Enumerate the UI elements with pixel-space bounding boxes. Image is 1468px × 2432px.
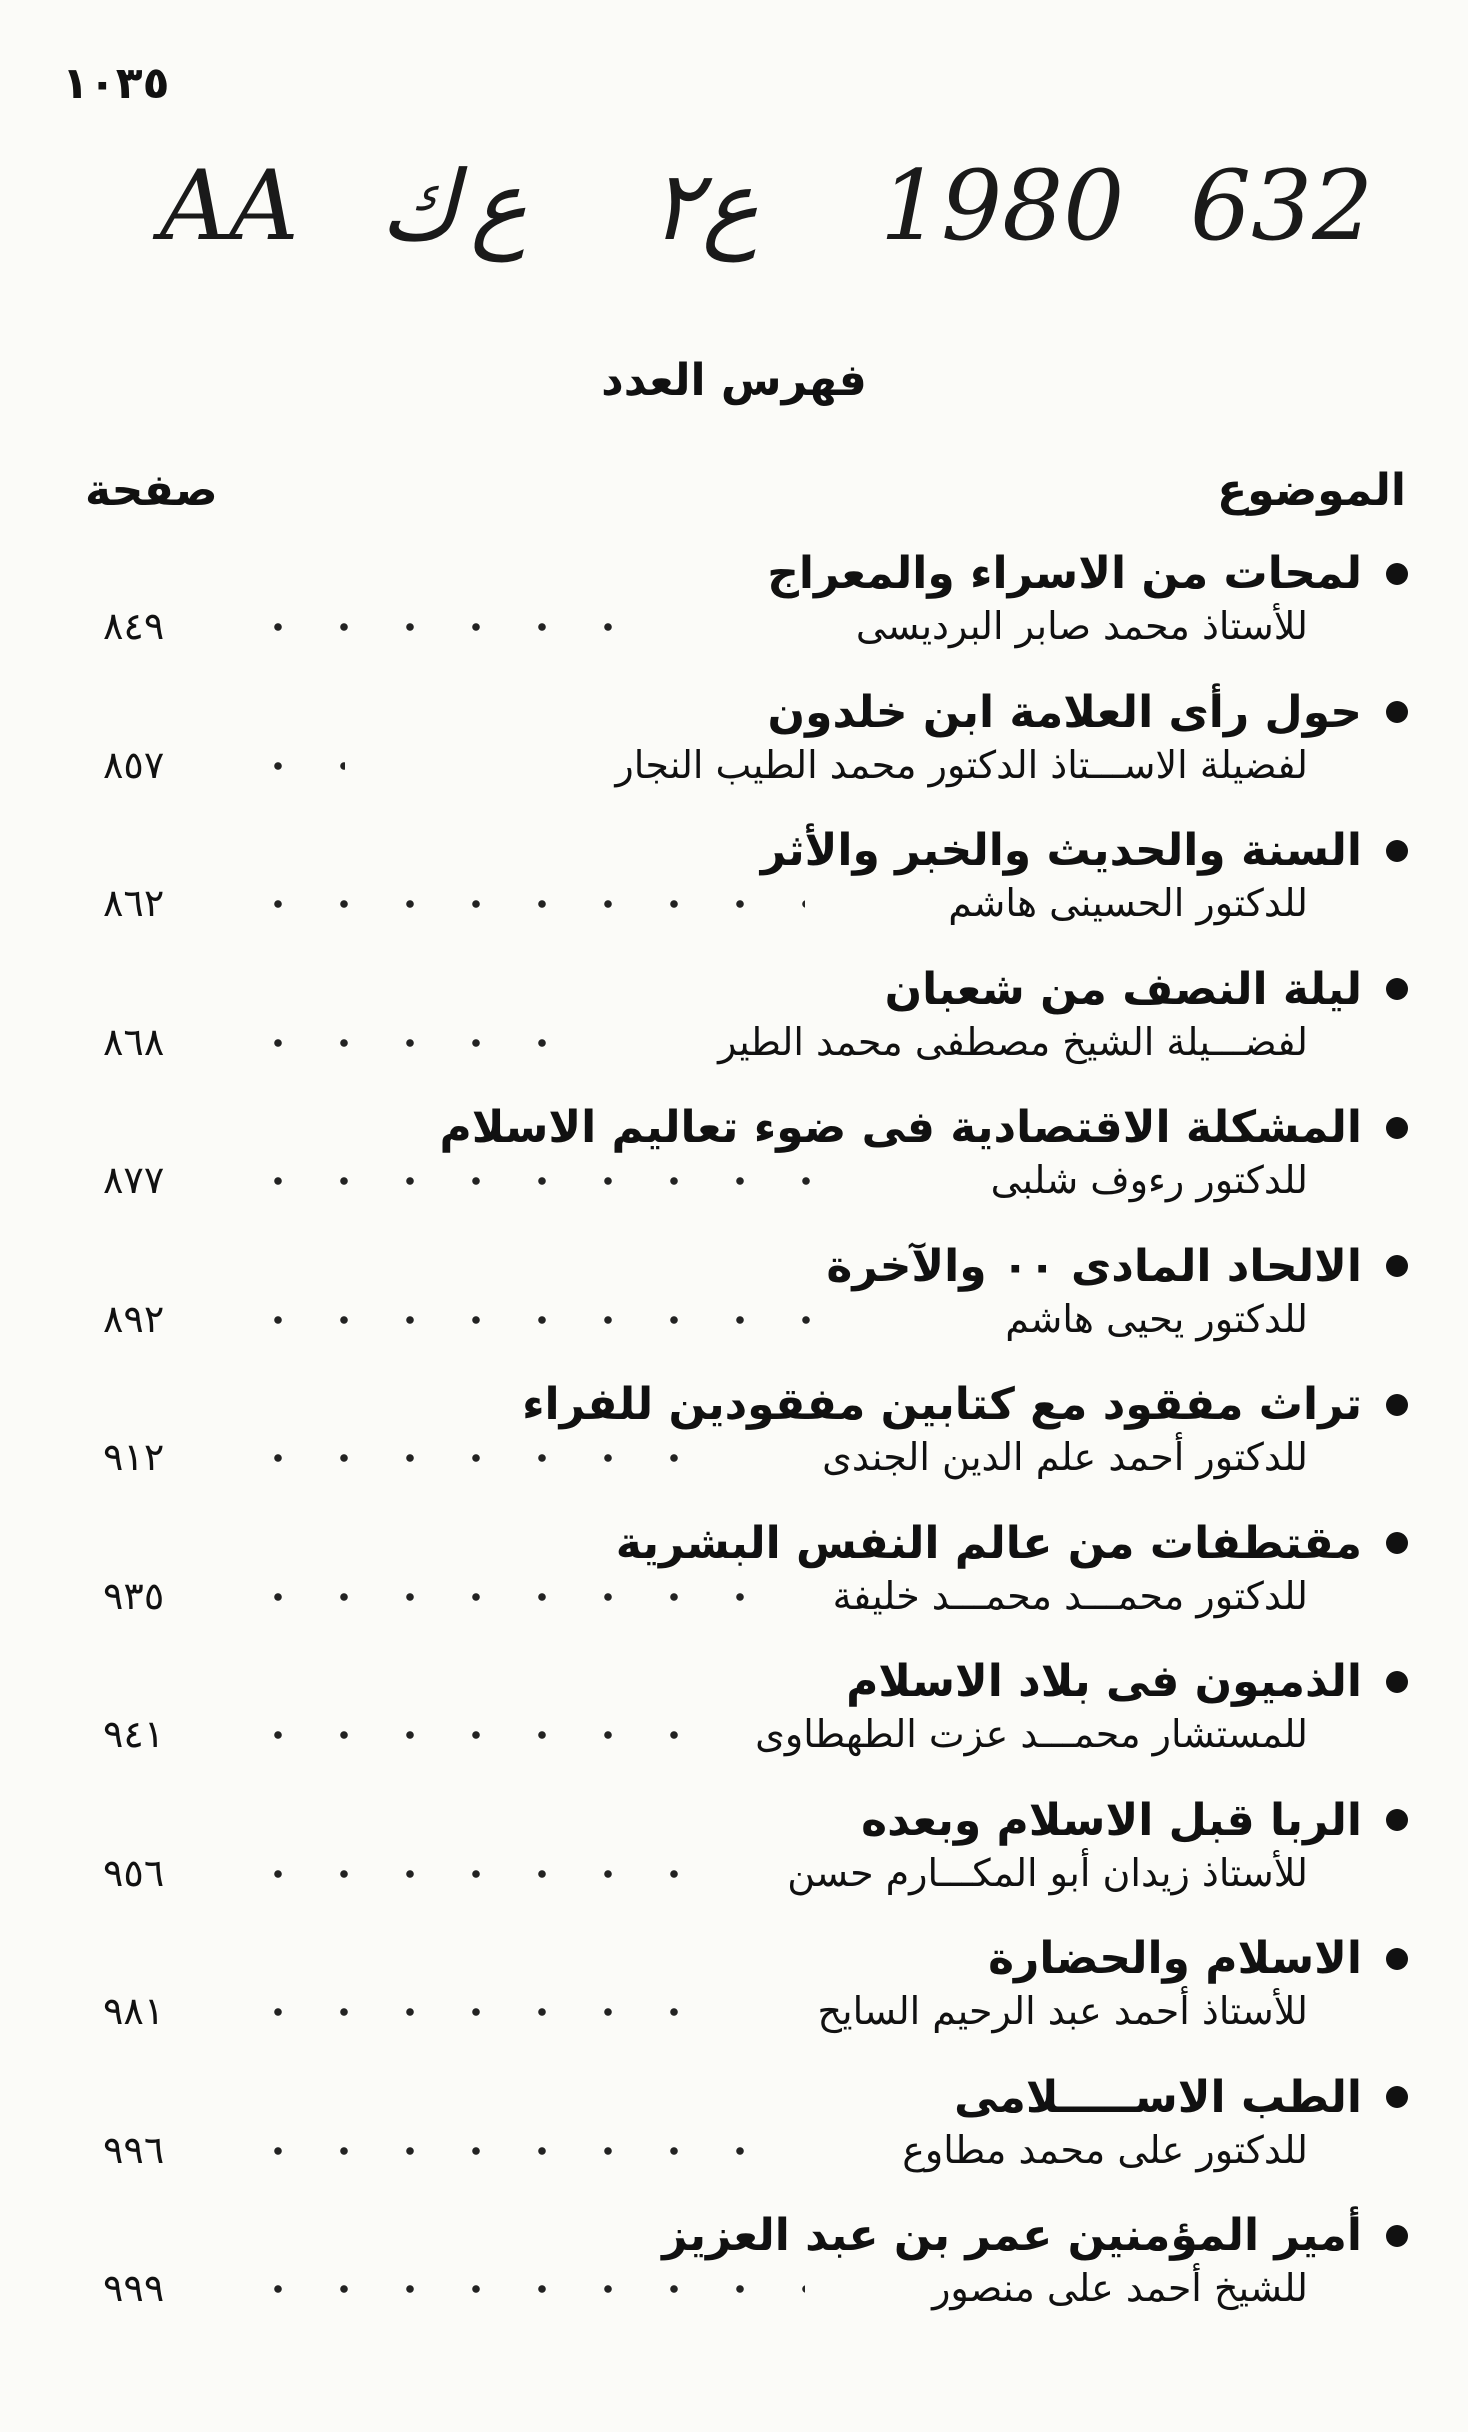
handwritten-mark: 1980 — [880, 150, 1125, 262]
entry-author: للأستاذ زيدان أبو المكـــارم حسن — [787, 1850, 1308, 1895]
bullet-icon — [1386, 2225, 1408, 2247]
entry-title: الاسلام والحضارة — [988, 1933, 1362, 1984]
entry-author: لفضيلة الاســـتاذ الدكتور محمد الطيب النجار — [615, 742, 1308, 787]
entry-title: تراث مفقود مع كتابين مفقودين للفراء — [522, 1379, 1362, 1430]
topic-column-header: الموضوع — [1217, 465, 1406, 516]
bullet-icon — [1386, 1948, 1408, 1970]
entry-page: ٩٤١ — [103, 1712, 165, 1756]
entry-page: ٨٧٧ — [103, 1158, 165, 1202]
bullet-icon — [1386, 1255, 1408, 1277]
page-title: فهرس العدد — [601, 355, 867, 406]
toc-entry — [95, 687, 1408, 826]
page-number: ١٠٣٥ — [62, 58, 170, 109]
entry-page: ٨٥٧ — [103, 742, 165, 787]
handwritten-mark: 632 — [1190, 150, 1374, 262]
entry-author: للدكتور الحسينى هاشم — [948, 881, 1308, 925]
handwritten-mark: ع — [470, 150, 528, 262]
leader-dots — [245, 2274, 805, 2304]
table-of-contents — [95, 548, 1408, 2349]
entry-page: ٩٨١ — [103, 1989, 165, 2033]
entry-author: للشيخ أحمد على منصور — [932, 2266, 1308, 2310]
entry-title: الطب الاســـــلامى — [954, 2071, 1362, 2123]
handwritten-mark: ك — [380, 150, 460, 262]
leader-dots — [245, 612, 665, 642]
entry-page: ٩٥٦ — [103, 1850, 165, 1895]
leader-dots — [245, 751, 345, 781]
bullet-icon — [1386, 2086, 1408, 2108]
page-column-header: صفحة — [85, 465, 218, 516]
entry-title: مقتطفات من عالم النفس البشرية — [615, 1517, 1362, 1569]
handwritten-mark: ع٢ — [650, 150, 759, 262]
entry-title: الربا قبل الاسلام وبعده — [861, 1794, 1362, 1846]
bullet-icon — [1386, 978, 1408, 1000]
bullet-icon — [1386, 701, 1408, 723]
handwritten-annotation — [130, 150, 1420, 310]
toc-entry — [95, 2072, 1408, 2211]
bullet-icon — [1386, 1809, 1408, 1831]
entry-author: للدكتور محمـــد محمـــد خليفة — [832, 1573, 1308, 1618]
entry-title: الذميون فى بلاد الاسلام — [846, 1656, 1362, 1707]
entry-page: ٨٦٨ — [103, 1019, 165, 1064]
bullet-icon — [1386, 563, 1408, 585]
entry-page: ٨٤٩ — [103, 604, 165, 648]
leader-dots — [245, 1720, 685, 1750]
entry-author: لفضـــيلة الشيخ مصطفى محمد الطير — [718, 1019, 1308, 1064]
bullet-icon — [1386, 1394, 1408, 1416]
toc-entry — [95, 825, 1408, 964]
leader-dots — [245, 1997, 685, 2027]
entry-page: ٨٩٢ — [103, 1296, 165, 1341]
entry-page: ٩٩٩ — [103, 2266, 165, 2310]
leader-dots — [245, 1028, 595, 1058]
entry-author: للدكتور أحمد علم الدين الجندى — [822, 1435, 1308, 1479]
leader-dots — [245, 1443, 685, 1473]
entry-author: للأستاذ محمد صابر البرديسى — [855, 604, 1308, 648]
entry-title: السنة والحديث والخبر والأثر — [760, 825, 1362, 876]
toc-entry — [95, 1656, 1408, 1795]
leader-dots — [245, 1582, 745, 1612]
entry-title: ليلة النصف من شعبان — [884, 963, 1362, 1015]
entry-title: لمحات من الاسراء والمعراج — [767, 548, 1362, 599]
entry-page: ٩٣٥ — [103, 1573, 165, 1618]
bullet-icon — [1386, 1117, 1408, 1139]
entry-page: ٨٦٢ — [103, 881, 165, 925]
entry-author: للدكتور على محمد مطاوع — [902, 2127, 1308, 2172]
toc-entry — [95, 1379, 1408, 1518]
entry-title: حول رأى العلامة ابن خلدون — [767, 686, 1362, 738]
toc-entry — [95, 1518, 1408, 1657]
entry-author: للأستاذ أحمد عبد الرحيم السايح — [817, 1989, 1308, 2033]
bullet-icon — [1386, 1532, 1408, 1554]
leader-dots — [245, 1859, 685, 1889]
toc-entry — [95, 1241, 1408, 1380]
bullet-icon — [1386, 1671, 1408, 1693]
entry-title: المشكلة الاقتصادية فى ضوء تعاليم الاسلام — [439, 1102, 1362, 1153]
toc-entry — [95, 548, 1408, 687]
entry-author: للمستشار محمـــد عزت الطهطاوى — [755, 1712, 1308, 1756]
toc-entry — [95, 1933, 1408, 2072]
leader-dots — [245, 1305, 865, 1335]
toc-entry — [95, 964, 1408, 1103]
leader-dots — [245, 1166, 865, 1196]
leader-dots — [245, 889, 805, 919]
entry-author: للدكتور رءوف شلبى — [990, 1158, 1308, 1202]
toc-entry — [95, 1102, 1408, 1241]
entry-page: ٩٩٦ — [103, 2127, 165, 2172]
toc-entry — [95, 1795, 1408, 1934]
entry-title: أمير المؤمنين عمر بن عبد العزيز — [662, 2210, 1362, 2261]
entry-page: ٩١٢ — [103, 1435, 165, 1479]
entry-title: الالحاد المادى ٠٠ والآخرة — [826, 1240, 1362, 1292]
entry-author: للدكتور يحيى هاشم — [1005, 1296, 1308, 1341]
toc-entry — [95, 2210, 1408, 2349]
leader-dots — [245, 2136, 745, 2166]
handwritten-mark: AA — [160, 150, 299, 262]
bullet-icon — [1386, 840, 1408, 862]
